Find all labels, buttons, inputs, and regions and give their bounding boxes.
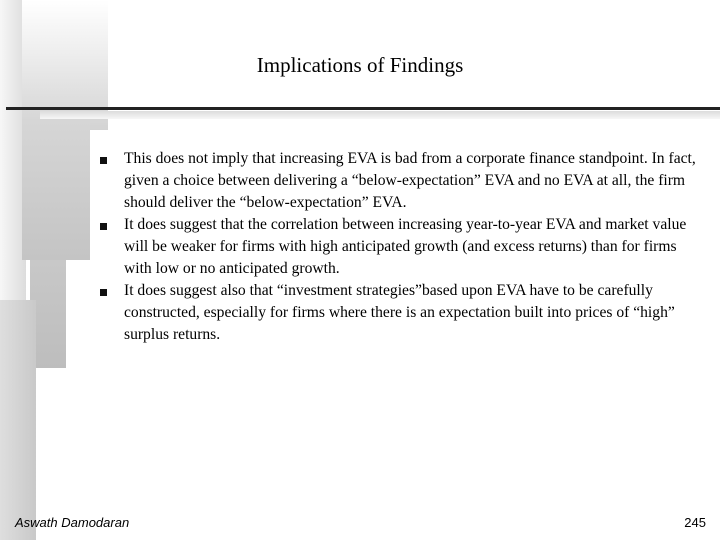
bullet-item [96, 280, 701, 346]
decorative-side-bar [0, 300, 36, 540]
bullet-text: It does suggest also that “investment strategies”based upon EVA have to be carefully constructed, especially for firms where there is an expectation built into prices of “high” surplus returns. [124, 282, 675, 343]
bullet-text: This does not imply that increasing EVA is bad from a corporate finance standpoint. In fact, given a choice between delivering a “below-expectation” EVA and no EVA at all, the firm should deliver the “below-expectation” EVA. [124, 150, 696, 211]
footer-author: Aswath Damodaran [15, 515, 130, 530]
bullet-list [96, 148, 701, 346]
page-number: 245 [684, 515, 706, 530]
square-bullet-icon [100, 289, 107, 296]
divider-shadow [40, 111, 720, 119]
square-bullet-icon [100, 223, 107, 230]
bullet-text: It does suggest that the correlation between increasing year-to-year EVA and market value will be weaker for firms with high anticipated growth (and excess returns) than for firms with low or no anticipated growth. [124, 216, 687, 277]
bullet-item [96, 148, 701, 214]
title-divider [6, 107, 720, 110]
square-bullet-icon [100, 157, 107, 164]
slide-title: Implications of Findings [256, 53, 464, 77]
decorative-side-bar [22, 120, 90, 260]
bullet-item [96, 214, 701, 280]
